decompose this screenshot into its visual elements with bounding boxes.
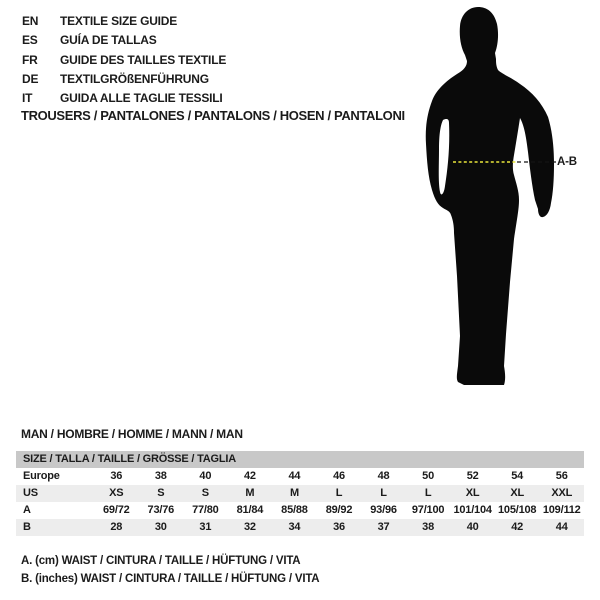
table-cell: 36 [110,470,123,482]
table-cell: 32 [243,521,256,533]
measure-label-ab: A-B [557,156,577,168]
table-cell: XL [510,487,524,499]
language-legend [22,12,226,108]
table-cell: XXL [551,487,573,499]
table-cell: XL [465,487,480,499]
lang-label: GUÍA DE TALLAS [60,33,157,48]
table-cell: 85/88 [281,504,308,516]
lang-label: TEXTILE SIZE GUIDE [60,14,178,28]
table-row-us [16,485,584,502]
lang-row-en [22,12,226,31]
table-cell: 44 [555,521,568,533]
man-silhouette-figure [424,4,564,389]
table-cell: 89/92 [325,504,353,516]
table-cell: 56 [555,470,568,482]
table-cell: 31 [199,521,212,533]
lang-label: GUIDA ALLE TAGLIE TESSILI [60,91,223,106]
lang-code: IT [22,91,33,106]
table-cell: 81/84 [236,504,264,516]
lang-row-de [22,70,226,89]
table-cell: 50 [422,470,434,482]
note-a-cm: A. (cm) WAIST / CINTURA / TAILLE / HÜFTUNG / VITA [21,555,301,567]
table-row-europe [16,468,584,485]
lang-label: TEXTILGRÖßENFÜHRUNG [60,71,209,86]
table-cell: S [201,487,209,499]
table-cell: 52 [466,470,479,482]
lang-row-fr [22,51,226,70]
table-cell: M [245,487,255,499]
measurement-notes [21,553,319,588]
table-cell: 38 [154,470,167,482]
table-cell: 34 [288,521,301,533]
row-label: B [23,521,31,533]
table-cell: 40 [466,521,479,533]
table-cell: 48 [377,470,390,482]
table-cell: 36 [333,521,345,533]
lang-code: DE [22,71,39,86]
table-cell: L [335,487,343,499]
lang-code: ES [22,33,38,48]
category-title: TROUSERS / PANTALONES / PANTALONS / HOSEN / PANTALONI [21,108,405,123]
table-cell: 40 [199,470,212,482]
table-cell: 28 [110,521,123,533]
table-cell: 73/76 [147,504,175,516]
table-cell: 38 [422,521,434,533]
lang-row-es [22,31,226,50]
table-cell: 46 [333,470,345,482]
row-label: A [23,504,31,516]
size-table [16,468,584,536]
row-label: US [23,487,38,499]
row-label: Europe [23,470,60,482]
table-cell: 97/100 [411,504,445,516]
note-b-inches: B. (inches) WAIST / CINTURA / TAILLE / HÜFTUNG / VITA [21,572,320,585]
table-row-a-cm [16,502,584,519]
size-table-header: SIZE / TALLA / TAILLE / GRÖSSE / TAGLIA [16,451,584,468]
man-silhouette-icon [424,4,564,389]
table-cell: S [157,487,165,499]
lang-code: FR [22,52,38,67]
table-cell: 54 [511,470,524,482]
table-cell: 105/108 [497,504,537,516]
table-cell: 42 [511,521,524,533]
section-title-man: MAN / HOMBRE / HOMME / MANN / MAN [21,427,243,441]
table-cell: 77/80 [192,504,219,516]
table-cell: 42 [243,470,256,482]
table-cell: 101/104 [453,504,492,516]
table-cell: L [380,487,387,499]
table-cell: 37 [377,521,390,533]
table-cell: 30 [154,521,167,533]
table-cell: 93/96 [370,504,397,516]
table-cell: XS [109,487,124,499]
lang-row-it [22,89,226,108]
lang-code: EN [22,14,39,28]
lang-label: GUIDE DES TAILLES TEXTILE [60,52,227,67]
silhouette-path [426,7,554,385]
table-row-b-inches [16,519,584,536]
table-cell: M [289,487,299,499]
table-cell: 44 [288,470,301,482]
table-cell: 109/112 [542,504,581,516]
table-cell: L [424,487,432,499]
table-cell: 69/72 [103,504,130,516]
